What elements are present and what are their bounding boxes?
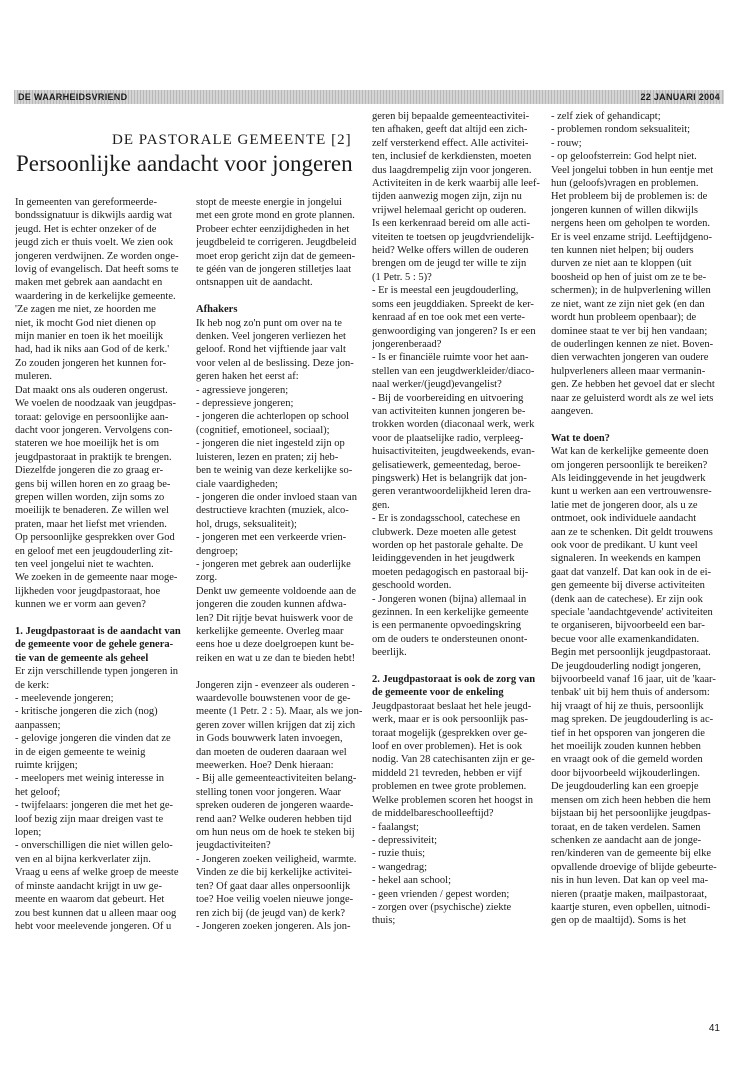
text-line: (1 Petr. 5 : 5)? <box>372 271 432 283</box>
text-line: - jongeren die niet ingesteld zijn op <box>196 438 345 450</box>
text-line: - problemen rondom seksualiteit; <box>551 124 691 136</box>
text-line: trokken worden (diaconaal werk, werk <box>372 419 535 431</box>
article-title: Persoonlijke aandacht voor jongeren <box>16 151 353 176</box>
text-line: Zo zouden jongeren het kunnen for- <box>15 357 167 369</box>
text-line: hulpverleners alleen maar vermanin- <box>551 365 706 377</box>
text-line: - rouw; <box>551 137 582 149</box>
text-line: De jeugdouderling kan een groepje <box>551 781 699 793</box>
text-line: toraat, en de taken verdelen. Samen <box>551 821 701 833</box>
text-line: - Jongeren zoeken jongeren. Als jon- <box>196 920 351 932</box>
text-line: - onverschilligen die niet willen gelo- <box>15 840 173 852</box>
text-line: Afhakers <box>196 304 238 316</box>
text-line: Het probleem bij de problemen is: de <box>551 191 708 203</box>
text-line: - Is er financiële ruimte voor het aan- <box>372 352 529 364</box>
text-line: werk, maar er is ook persoonlijk pas- <box>372 714 528 726</box>
text-line: - zelf ziek of gehandicapt; <box>551 111 661 122</box>
text-line: latie met de jongeren door, als u ze <box>551 499 698 511</box>
text-line: - Bij alle gemeenteactiviteiten belang- <box>196 773 357 785</box>
text-line: gaat dat vanzelf. Dat kan ook in de ei- <box>551 566 712 578</box>
text-line: - Jongeren wonen (bijna) allemaal in <box>372 593 527 605</box>
text-line: gen gemeente bij diverse activiteiten <box>551 580 705 592</box>
section-heading <box>551 432 721 445</box>
text-line: ten? Of gaat daar alles onpersoonlijk <box>196 880 351 892</box>
text-line: gen. <box>372 499 390 511</box>
text-line: pingswerk) Het is belangrijk dat jon- <box>372 472 527 484</box>
text-line: mijn manier en toen ik het moeilijk <box>15 331 164 343</box>
text-line: bijstaan bij het persoonlijke jeugdpas- <box>551 808 711 820</box>
text-line: clubwerk. Deze moeten alle getest <box>372 526 517 538</box>
text-line: - depressieve jongeren; <box>196 398 294 410</box>
text-line: meente (1 Petr. 2 : 5). Maar, als we jon- <box>196 706 363 718</box>
text-line: moeten pedagogisch en pastoraal bij- <box>372 566 529 578</box>
text-line: destructieve krachten (muziek, alco- <box>196 505 349 517</box>
text-line: beerlijk. <box>372 647 407 659</box>
text-column-1 <box>15 196 185 933</box>
text-line: ook voor de predikant. U kunt veel <box>551 539 698 551</box>
text-line: meewerken. Hoe? Denk hieraan: <box>196 760 334 772</box>
text-line: kerkelijke gemeente. Overleg maar <box>196 625 344 637</box>
text-line: Dat maakt ons als ouderen ongerust. <box>15 384 168 396</box>
text-line: - Er is zondagsschool, catechese en <box>372 513 521 525</box>
text-line: mensen om zich heen hebben die hem <box>551 794 711 806</box>
text-line: viteiten te toetsen op jeugdvriendelijk- <box>372 231 535 243</box>
text-line: - jongeren met een verkeerde vrien- <box>196 532 347 544</box>
text-line: zorg. <box>196 572 218 584</box>
text-line: 'Ze zagen me niet, ze hoorden me <box>15 304 156 316</box>
text-line: - meelopers met weinig interesse in <box>15 773 164 785</box>
paragraph-gap <box>551 418 721 431</box>
text-line: zou best kunnen dat u alleen maar oog <box>15 907 177 919</box>
text-line: Wat kan de kerkelijke gemeente doen <box>551 446 709 458</box>
text-line: tijden aanwezig mogen zijn, zijn nu <box>372 191 522 203</box>
text-line: De jeugdouderling nodigt jongeren, <box>551 660 701 672</box>
text-line: Er zijn verschillende typen jongeren in <box>15 666 178 678</box>
text-column-2 <box>196 196 366 933</box>
text-line: - geen vrienden / gepest worden; <box>372 888 510 900</box>
text-line: stateren we hoe moeilijk het is om <box>15 438 160 450</box>
text-line: stelling tonen voor jongeren. Waar <box>196 786 342 798</box>
text-line: speciale 'aandachtgevende' activiteiten <box>551 607 713 619</box>
text-line: in Gods bouwwerk laten invoegen, <box>196 733 343 745</box>
text-line: ten afhaken, geeft dat altijd een zich- <box>372 124 528 136</box>
text-line: gens bij willen horen en zo graag be- <box>15 478 171 490</box>
text-line: meente en waarom dat gebeurt. Het <box>15 894 165 906</box>
text-line: te organiseren, bijvoorbeeld een bar- <box>551 620 705 632</box>
text-line: hun (geloofs)vragen en problemen. <box>551 178 699 190</box>
paragraph <box>551 445 721 928</box>
text-line: de ouderlingen kennen ze niet. Boven- <box>551 338 714 350</box>
text-line: genwoordiging van jongeren? Is er een <box>372 325 536 337</box>
text-line: waardevolle bouwstenen voor de ge- <box>196 693 351 704</box>
text-line: jeugdactiviteiten? <box>196 840 271 852</box>
text-line: We voelen de noodzaak van jeugdpas- <box>15 398 176 410</box>
paragraph <box>196 196 366 290</box>
section-heading <box>372 673 542 700</box>
text-line: 2. Jeugdpastoraat is ook de zorg van <box>372 674 536 686</box>
text-line: middeld 21 tevreden, hebben er vijf <box>372 767 522 779</box>
text-line: dominee staat te ver bij hen vandaan; <box>551 325 708 337</box>
text-line: stopt de meeste energie in jongelui <box>196 197 342 208</box>
text-line: Ik heb nog zo'n punt om over na te <box>196 317 342 329</box>
text-line: tief in het opsporen van jongeren die <box>551 727 705 739</box>
text-line: of minste aandacht krijgt in uw ge- <box>15 880 162 892</box>
text-line: gen op de maaltijd). Soms is het <box>551 915 687 927</box>
text-line: geloof. Rond het vijftiende jaar valt <box>196 344 346 356</box>
text-line: maken met gebrek aan aandacht en <box>15 277 163 289</box>
text-line: moeilijk te benaderen. Ze willen wel <box>15 505 169 517</box>
text-line: bondssignatuur is dikwijls aardig wat <box>15 210 172 222</box>
text-line: tie van de gemeente als geheel <box>15 652 149 664</box>
text-line: het geloof; <box>15 786 61 798</box>
text-line: met een grote mond en grote plannen. <box>196 210 355 222</box>
page-number: 41 <box>708 1023 720 1034</box>
text-line: bijvoorbeeld vanaf 16 jaar, uit de 'kaar- <box>551 674 716 686</box>
text-line: voor de plaatselijke radio, verpleeg- <box>372 432 524 444</box>
text-line: hol, drugs, seksualiteit); <box>196 518 297 530</box>
text-line: jongeren die zouden kunnen afdwa- <box>196 599 347 611</box>
text-line: durven ze niet aan te kloppen (uit <box>551 258 692 270</box>
text-line: kenraad af en toe ook met een verte- <box>372 312 526 324</box>
text-line: praten, maar het liefst met vrienden. <box>15 518 167 530</box>
text-line: om hun neus om de hoek te steken bij <box>196 827 355 839</box>
text-line: naar ze geluisterd wordt als ze wel iets <box>551 392 714 404</box>
text-line: Denkt uw gemeente voldoende aan de <box>196 585 357 597</box>
text-line: toraat: gelovige en persoonlijke aan- <box>15 411 169 423</box>
text-line: door bijvoorbeeld wijkouderlingen. <box>551 767 701 779</box>
text-line: en geloof met een jeugdouderling zit- <box>15 545 173 557</box>
text-line: om de ouders te ondersteunen onont- <box>372 633 528 645</box>
text-line: grepen willen worden, zijn soms zo <box>15 491 165 503</box>
text-line: soms een jeugddiaken. Spreekt de ker- <box>372 298 534 310</box>
text-line: 1. Jeugdpastoraat is de aandacht van <box>15 625 181 637</box>
section-heading <box>196 303 366 316</box>
text-line: Jeugdpastoraat beslaat het hele jeugd- <box>372 700 532 712</box>
text-line: ontmoet, ook individuele aandacht <box>551 513 697 525</box>
text-line: kunnen we er vorm aan geven? <box>15 599 146 611</box>
text-line: - wangedrag; <box>372 861 428 873</box>
text-line: We zoeken in de gemeente naar moge- <box>15 572 178 584</box>
text-line: hebt voor meelevende jongeren. Of u <box>15 920 172 932</box>
text-line: schermen); in de hulpverlening willen <box>551 285 711 297</box>
text-line: gelisatiewerk, gemeentedag, beroe- <box>372 459 521 471</box>
paragraph <box>15 196 185 612</box>
text-line: Probeer echter eenzijdigheden in het <box>196 223 350 235</box>
text-line: (cognitief, emotioneel, sociaal); <box>196 424 330 436</box>
text-line: jongeren verdwijnen. Ze worden onge- <box>15 250 179 262</box>
text-line: lijkheden voor jeugdpastoraat, hoe <box>15 585 161 597</box>
text-line: dengroep; <box>196 545 238 557</box>
text-line: - jongeren die onder invloed staan van <box>196 491 357 503</box>
text-line: waardering in de kerkelijke gemeente. <box>15 290 176 302</box>
text-line: - Jongeren zoeken veiligheid, warmte. <box>196 853 357 865</box>
paragraph <box>15 665 185 933</box>
text-line: gezinnen. In een kerkelijke gemeente <box>372 607 529 619</box>
text-line: kunt u werken aan een vertrouwensre- <box>551 486 712 498</box>
text-line: dien verwachten jongeren van oudere <box>551 352 709 364</box>
text-column-4 <box>551 110 721 928</box>
text-line: - twijfelaars: jongeren die met het ge- <box>15 800 174 812</box>
text-line: Diezelfde jongeren die zo graag er- <box>15 465 164 477</box>
text-line: tenbak' uit bij hem thuis of andersom: <box>551 687 710 699</box>
text-line: toraat mogelijk (gesprekken over ge- <box>372 727 528 739</box>
text-line: van activiteiten kunnen jongeren be- <box>372 405 526 417</box>
text-line: Is een kerkenraad bereid om alle acti- <box>372 218 530 230</box>
text-line: Er is veel enzame strijd. Leeftijdgeno- <box>551 231 712 243</box>
text-line: het moeilijk zouden kunnen hebben <box>551 741 701 753</box>
text-line: geren zover willen krijgen dat zij zich <box>196 719 356 731</box>
text-line: nergens heen om geholpen te worden. <box>551 218 711 230</box>
text-line: niet, ik mocht God niet dienen op <box>15 317 156 329</box>
text-line: rend aan? Welke ouderen hebben tijd <box>196 813 352 825</box>
text-line: - hekel aan school; <box>372 875 452 887</box>
paragraph <box>551 110 721 418</box>
text-line: te géén van de jongeren stilletjes laat <box>196 264 352 276</box>
paragraph-gap <box>372 660 542 673</box>
text-line: hij vraagt of hij ze thuis, persoonlijk <box>551 700 704 712</box>
text-line: Vinden ze die bij kerkelijke activitei- <box>196 867 352 879</box>
text-line: kaartje sturen, even opbellen, uitnodi- <box>551 901 711 913</box>
text-line: - jongeren met gebrek aan ouderlijke <box>196 558 351 570</box>
text-line: de gemeente voor de gehele genera- <box>15 639 174 651</box>
text-line: becue voor alle examenkandidaten. <box>551 633 700 645</box>
text-line: ten veel jongelui niet te wachten. <box>15 558 154 570</box>
paragraph-gap <box>15 612 185 625</box>
text-line: dacht voor jongeren. Vervolgens con- <box>15 424 173 436</box>
text-line: - meelevende jongeren; <box>15 693 114 705</box>
text-line: ren/kinderen van de gemeente bij elke <box>551 848 712 860</box>
text-line: jeugdbeleid te corrigeren. Jeugdbeleid <box>196 237 357 249</box>
text-line: voor velen al de beslissing. Deze jon- <box>196 357 354 369</box>
text-line: ren zich bij (de jeugd van) de kerk? <box>196 907 345 919</box>
text-line: - gelovige jongeren die vinden dat ze <box>15 733 171 745</box>
text-line: huisactiviteiten, jeugdweekends, evan- <box>372 446 535 458</box>
text-line: - ruzie thuis; <box>372 848 426 860</box>
text-line: is een permanente opvoedingskring <box>372 620 521 632</box>
text-line: lopen; <box>15 827 42 839</box>
text-line: ze niet, want ze zijn niet gek (en dan <box>551 298 705 310</box>
text-line: ten, inclusief de kerkdiensten, moeten <box>372 151 532 163</box>
text-line: heid? Welke offers willen de ouderen <box>372 245 529 257</box>
text-line: reiken en wat u ze dan te bieden hebt! <box>196 652 356 664</box>
text-line: eens hoe u deze doelgroepen kunt be- <box>196 639 355 651</box>
text-line: jeugdpastoraat in praktijk te brengen. <box>15 451 172 463</box>
text-line: Vraag u eens af welke groep de meeste <box>15 867 179 879</box>
text-line: Wat te doen? <box>551 432 610 444</box>
text-line: ten kunnen niet helpen; bij ouders <box>551 245 694 257</box>
text-line: boosheid op hen of juist om ze te be- <box>551 271 707 283</box>
text-line: aanpassen; <box>15 719 61 731</box>
text-line: denken. Veel jongeren verliezen het <box>196 331 346 343</box>
text-line: leidinggevenden in het jeugdwerk <box>372 553 515 565</box>
paragraph <box>372 700 542 928</box>
text-line: mag spreken. De jeugdouderling is ac- <box>551 714 714 726</box>
issue-date: 22 JANUARI 2004 <box>640 92 720 102</box>
text-line: geschoold worden. <box>372 580 452 592</box>
text-line: thuis; <box>372 915 396 927</box>
text-line: nis in hun leven. Dat kan op veel ma- <box>551 875 709 887</box>
text-line: vrijwel helemaal gericht op ouderen. <box>372 204 527 216</box>
text-line: ciale vaardigheden; <box>196 478 278 490</box>
text-line: in de eigen gemeente te weinig <box>15 746 146 758</box>
paragraph-gap <box>196 665 366 678</box>
text-line: moet erop gericht zijn dat de gemeen- <box>196 250 356 262</box>
text-line: Welke problemen scoren het hoogst in <box>372 794 533 806</box>
text-column-3 <box>372 110 542 928</box>
text-line: Als leidinggevende in het jeugdwerk <box>551 472 706 484</box>
text-line: Jongeren zijn - evenzeer als ouderen - <box>196 679 356 691</box>
text-line: Veel jongelui tobben in hun eentje met <box>551 164 714 176</box>
text-line: jongerenberaad? <box>372 338 442 350</box>
paragraph <box>196 679 366 934</box>
text-line: (denk aan de catechese). Er zijn ook <box>551 593 703 605</box>
text-line: loof en over problemen). Het is ook <box>372 741 523 753</box>
text-line: dus laagdrempelig zijn voor jongeren. <box>372 164 532 176</box>
text-line: problemen en twee grote problemen. <box>372 781 527 793</box>
text-line: In gemeenten van gereformeerde- <box>15 197 157 208</box>
text-line: signaleren. In weekends en kampen <box>551 553 701 565</box>
text-line: brengen om de jeugd ter wille te zijn <box>372 258 527 270</box>
text-line: aan ze te schenken. Dit geldt trouwens <box>551 526 713 538</box>
paragraph-gap <box>196 290 366 303</box>
text-line: - jongeren die achterlopen op school <box>196 411 350 423</box>
text-line: zelf versterkend effect. Alle activitei- <box>372 137 529 149</box>
text-line: - depressiviteit; <box>372 834 438 846</box>
text-line: luisteren, lezen en praten; zij heb- <box>196 451 339 463</box>
text-line: worden op het pastorale gehalte. De <box>372 540 524 551</box>
text-line: had, had ik niks aan God of de kerk.' <box>15 344 170 356</box>
text-line: lovig of evangelisch. Dat heeft soms te <box>15 264 179 276</box>
article-kicker: DE PASTORALE GEMEENTE [2] <box>112 132 352 148</box>
text-line: dan moeten de ouderen daaraan wel <box>196 746 347 758</box>
text-line: Op persoonlijke gesprekken over God <box>15 532 175 544</box>
text-line: nodig. Van 28 catechisanten zijn er ge- <box>372 754 535 766</box>
text-line: jeugd. Het is echter onzeker of de <box>15 223 157 235</box>
text-line: jongeren kunnen of willen dikwijls <box>551 204 698 216</box>
text-line: jeugd zich er thuis voelt. We zien ook <box>15 237 174 249</box>
text-line: stellen van een jeugdwerkleider/diaco- <box>372 365 535 377</box>
section-heading <box>15 625 185 665</box>
text-line: geren bij bepaalde gemeenteactivitei- <box>372 111 530 122</box>
text-line: naal werker/(jeugd)evangelist? <box>372 379 502 391</box>
text-line: muleren. <box>15 371 53 383</box>
text-line: - op geloofsterrein: God helpt niet. <box>551 151 697 163</box>
text-line: de kerk: <box>15 679 50 691</box>
text-line: schenken ze aandacht aan de jonge- <box>551 834 702 846</box>
text-line: nieren (praatje maken, mailpastoraat, <box>551 888 707 900</box>
text-line: loof bezig zijn maar dreigen vast te <box>15 813 164 825</box>
text-line: - kritische jongeren die zich (nog) <box>15 706 158 718</box>
text-line: ruimte krijgen; <box>15 760 78 772</box>
text-line: ben te weinig van deze kerkelijke so- <box>196 465 353 477</box>
text-line: en vraagt ook of die gemeld worden <box>551 754 703 766</box>
text-line: - Bij de voorbereiding en uitvoering <box>372 392 524 404</box>
text-line: len? Dit rijtje bevat huiswerk voor de <box>196 612 353 624</box>
paragraph <box>196 317 366 666</box>
masthead-bar <box>14 90 724 104</box>
text-line: ven en al bijna kerkverlater zijn. <box>15 853 151 865</box>
text-line: de middelbareschoolleeftijd? <box>372 808 494 820</box>
text-line: spreken ouderen de jongeren waarde- <box>196 800 354 812</box>
text-line: aangeven. <box>551 405 594 417</box>
text-line: - zorgen over (psychische) ziekte <box>372 901 512 913</box>
text-line: gen. Ze hebben het gevoel dat er slecht <box>551 379 715 391</box>
text-line: toe? Hoe veilig voelen nieuwe jonge- <box>196 894 354 906</box>
text-line: opvallende droevige of blijde gebeurte- <box>551 861 717 873</box>
text-line: Activiteiten in de kerk waarbij alle leef- <box>372 178 540 190</box>
text-line: de gemeente voor de enkeling <box>372 687 504 699</box>
text-line: - Er is meestal een jeugdouderling, <box>372 285 519 297</box>
text-line: geren haken het eerst af: <box>196 371 299 383</box>
text-line: om jongeren persoonlijk te bereiken? <box>551 459 708 471</box>
text-line: ontsnappen uit de aandacht. <box>196 277 313 289</box>
text-line: wordt hun probleem openbaar); de <box>551 312 697 324</box>
publication-name: DE WAARHEIDSVRIEND <box>18 92 128 102</box>
text-line: - faalangst; <box>372 821 419 833</box>
text-line: geren verantwoordelijkheid leren dra- <box>372 486 531 498</box>
paragraph <box>372 110 542 660</box>
text-line: Begin met persoonlijk jeugdpastoraat. <box>551 647 711 659</box>
text-line: - agressieve jongeren; <box>196 384 289 396</box>
